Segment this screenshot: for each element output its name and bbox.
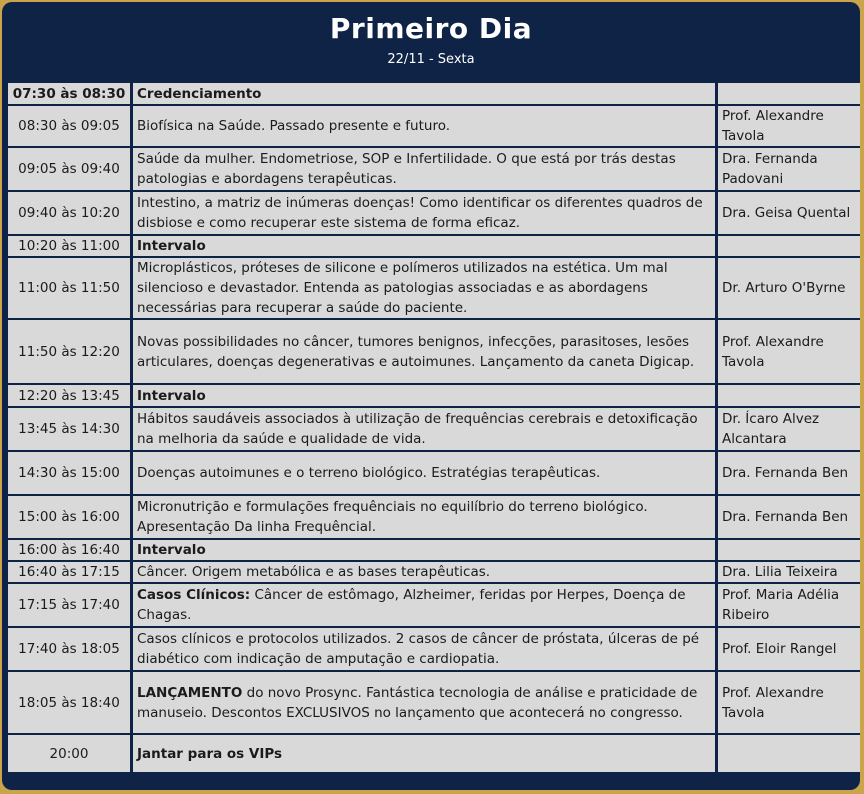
topic-text: Câncer de estômago, Alzheimer, feridas por Herpes, Doença de Chagas. [137, 587, 686, 623]
time-cell: 08:30 às 09:05 [8, 106, 130, 146]
table-row [8, 496, 860, 538]
topic-text: Microplásticos, próteses de silicone e polímeros utilizados na estética. Um mal silencioso e devastador. Entenda as patologias associadas e as abordagens necessárias para recuperar a saúde do paciente. [137, 260, 668, 316]
time-cell: 09:40 às 10:20 [8, 192, 130, 234]
time-cell: 16:00 às 16:40 [8, 540, 130, 560]
table-row [8, 258, 860, 318]
table-row [8, 408, 860, 450]
topic-bold-text: Intervalo [137, 387, 206, 404]
table-row [8, 452, 860, 494]
time-cell: 07:30 às 08:30 [8, 83, 130, 104]
topic-cell [130, 735, 715, 772]
topic-bold-text: Intervalo [137, 542, 206, 558]
time-cell: 17:15 às 17:40 [8, 584, 130, 626]
time-cell: 13:45 às 14:30 [8, 408, 130, 450]
topic-bold-text: Casos Clínicos: [137, 587, 251, 603]
table-row [8, 735, 860, 772]
speaker-cell: Dra. Fernanda Ben [715, 496, 860, 538]
topic-cell [130, 258, 715, 318]
speaker-cell [715, 83, 860, 104]
topic-cell [130, 584, 715, 626]
speaker-cell: Dra. Fernanda Padovani [715, 148, 860, 190]
topic-text: Doenças autoimunes e o terreno biológico. Estratégias terapêuticas. [137, 465, 601, 481]
time-cell: 10:20 às 11:00 [8, 236, 130, 256]
topic-cell [130, 672, 715, 733]
table-row [8, 628, 860, 670]
speaker-cell: Prof. Alexandre Tavola [715, 106, 860, 146]
topic-text: Hábitos saudáveis associados à utilização de frequências cerebrais e detoxificação na melhoria da saúde e qualidade de vida. [137, 411, 698, 447]
time-cell: 18:05 às 18:40 [8, 672, 130, 733]
table-row [8, 83, 860, 104]
schedule-card [2, 2, 860, 790]
topic-text: Biofísica na Saúde. Passado presente e futuro. [137, 118, 451, 134]
table-row [8, 320, 860, 383]
schedule-header [2, 2, 860, 78]
topic-cell [130, 452, 715, 494]
topic-bold-text: Intervalo [137, 238, 206, 254]
time-cell: 09:05 às 09:40 [8, 148, 130, 190]
topic-cell [130, 106, 715, 146]
table-row [8, 562, 860, 582]
topic-cell [130, 562, 715, 582]
page-title: Primeiro Dia [329, 12, 533, 45]
time-cell: 16:40 às 17:15 [8, 562, 130, 582]
table-row [8, 148, 860, 190]
topic-text: Casos clínicos e protocolos utilizados. 2 casos de câncer de próstata, úlceras de pé diabético com indicação de amputação e cardiopatia. [137, 631, 700, 667]
topic-cell [130, 320, 715, 383]
topic-bold-text: Jantar para os VIPs [137, 745, 283, 762]
speaker-cell: Prof. Alexandre Tavola [715, 320, 860, 383]
table-row [8, 192, 860, 234]
time-cell: 20:00 [8, 735, 130, 772]
table-row [8, 584, 860, 626]
time-cell: 17:40 às 18:05 [8, 628, 130, 670]
topic-bold-text: LANÇAMENTO [137, 684, 243, 701]
speaker-cell [715, 735, 860, 772]
table-row [8, 672, 860, 733]
topic-text: do novo Prosync. Fantástica tecnologia de análise e praticidade de manuseio. Descontos EXCLUSIVOS no lançamento que acontecerá no congresso. [137, 684, 698, 721]
table-row [8, 540, 860, 560]
topic-cell [130, 192, 715, 234]
speaker-cell: Prof. Maria Adélia Ribeiro [715, 584, 860, 626]
topic-cell [130, 83, 715, 104]
speaker-cell: Prof. Eloir Rangel [715, 628, 860, 670]
time-cell: 12:20 às 13:45 [8, 385, 130, 406]
topic-bold-text: Credenciamento [137, 85, 262, 102]
topic-cell [130, 236, 715, 256]
topic-text: Micronutrição e formulações frequênciais no equilíbrio do terreno biológico. Apresentação Da linha Frequêncial. [137, 499, 648, 535]
time-cell: 15:00 às 16:00 [8, 496, 130, 538]
speaker-cell [715, 540, 860, 560]
topic-text: Saúde da mulher. Endometriose, SOP e Infertilidade. O que está por trás destas patologias e abordagens terapêuticas. [137, 151, 676, 187]
schedule-body [8, 83, 860, 772]
speaker-cell [715, 236, 860, 256]
topic-cell [130, 496, 715, 538]
time-cell: 14:30 às 15:00 [8, 452, 130, 494]
time-cell: 11:50 às 12:20 [8, 320, 130, 383]
topic-cell [130, 385, 715, 406]
page-subtitle: 22/11 - Sexta [387, 52, 475, 67]
time-cell: 11:00 às 11:50 [8, 258, 130, 318]
speaker-cell [715, 385, 860, 406]
topic-cell [130, 628, 715, 670]
speaker-cell: Dr. Ícaro Alvez Alcantara [715, 408, 860, 450]
speaker-cell: Dr. Arturo O'Byrne [715, 258, 860, 318]
speaker-cell: Dra. Fernanda Ben [715, 452, 860, 494]
table-row [8, 106, 860, 146]
schedule-table [8, 81, 860, 774]
table-row [8, 385, 860, 406]
topic-text: Câncer. Origem metabólica e as bases terapêuticas. [137, 564, 491, 580]
topic-cell [130, 408, 715, 450]
topic-cell [130, 148, 715, 190]
topic-cell [130, 540, 715, 560]
table-row [8, 236, 860, 256]
topic-text: Intestino, a matriz de inúmeras doenças! Como identificar os diferentes quadros de disbiose e como recuperar este sistema de forma eficaz. [137, 195, 703, 231]
topic-text: Novas possibilidades no câncer, tumores benignos, infecções, parasitoses, lesões articulares, doenças degenerativas e autoimunes. Lançamento da caneta Digicap. [137, 333, 695, 370]
speaker-cell: Dra. Lilia Teixeira [715, 562, 860, 582]
speaker-cell: Dra. Geisa Quental [715, 192, 860, 234]
speaker-cell: Prof. Alexandre Tavola [715, 672, 860, 733]
